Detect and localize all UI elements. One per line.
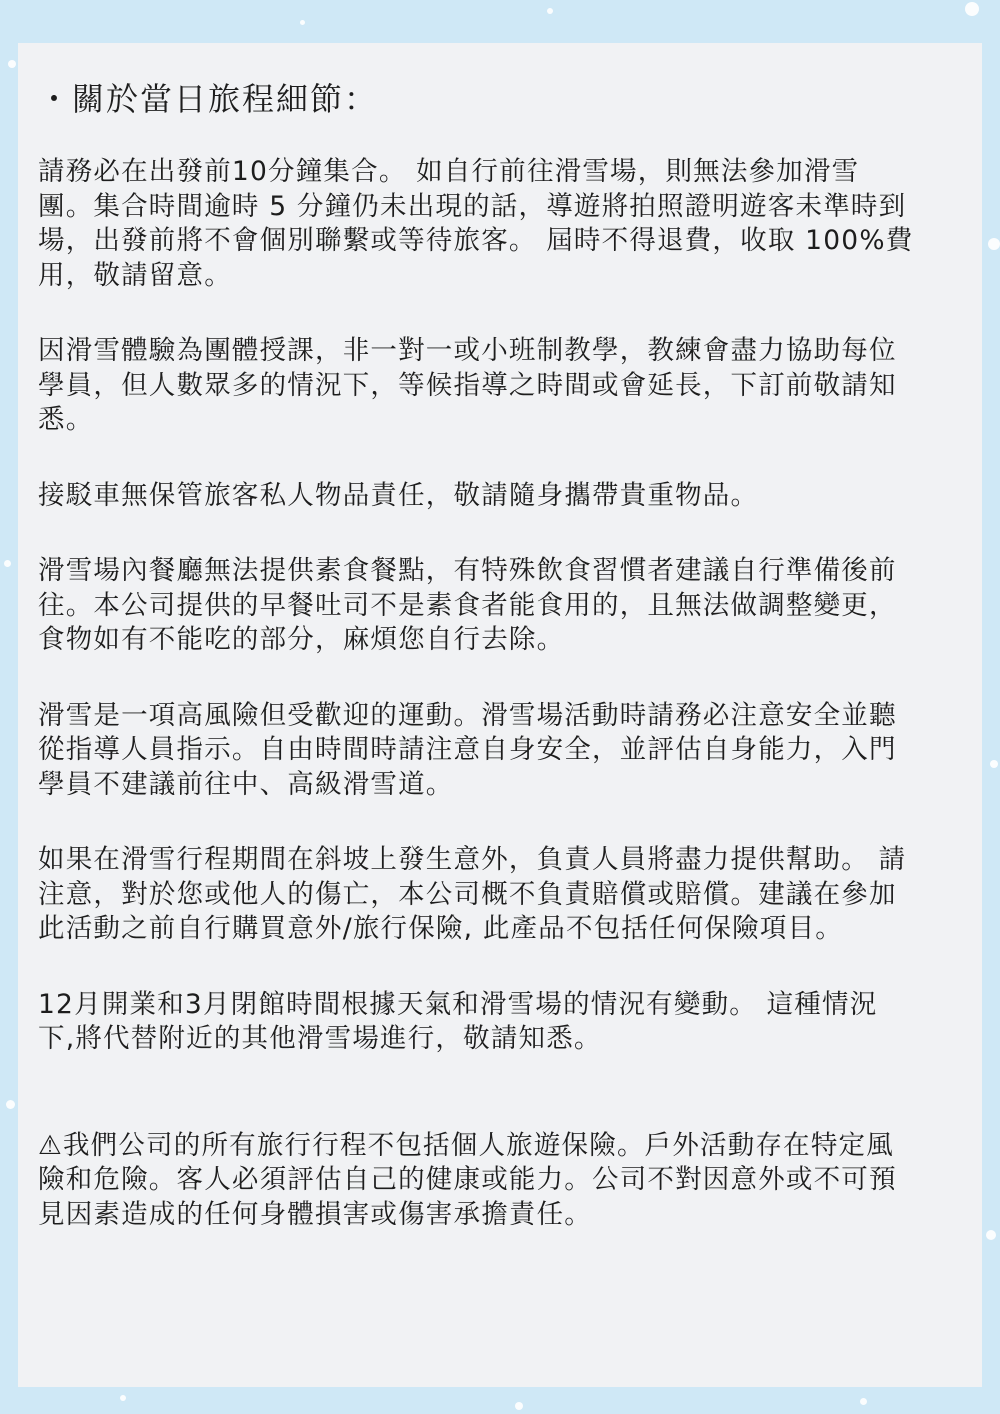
paragraph-ski-safety: 滑雪是一項高風險但受歡迎的運動。滑雪場活動時請務必注意安全並聽 從指導人員指示。自由時間時請注意自身安全，並評估自身能力，入門 學員不建議前往中、高級滑雪道。 bbox=[38, 699, 897, 800]
warning-disclaimer: ⚠我們公司的所有旅行行程不包括個人旅遊保險。戶外活動存在特定風 險和危險。客人必須評估自己的健康或能力。公司不對因意外或不可預 見因素造成的任何身體損害或傷害承擔責任。 bbox=[38, 1129, 897, 1230]
paragraph-shuttle-belongings: 接駁車無保管旅客私人物品責任，敬請隨身攜帶貴重物品。 bbox=[38, 479, 759, 511]
paragraph-vegetarian-meals: 滑雪場內餐廳無法提供素食餐點，有特殊飲食習慣者建議自行準備後前 往。本公司提供的早餐吐司不是素食者能食用的，且無法做調整變更， 食物如有不能吃的部分，麻煩您自行去除。 bbox=[38, 555, 897, 655]
notice-card bbox=[18, 43, 982, 1387]
paragraph-assembly-time: 請務必在出發前10分鐘集合。 如自行前往滑雪場，則無法參加滑雪 團。集合時間逾時 5 分鐘仍未出現的話，導遊將拍照證明遊客未準時到 場，出發前將不會個別聯繫或等待旅客。 屆時不得退費，收取 100%費 用，敬請留意。 bbox=[38, 156, 914, 291]
paragraph-group-lesson: 因滑雪體驗為團體授課，非一對一或小班制教學，教練會盡力協助每位 學員，但人數眾多的情況下，等候指導之時間或會延長，下訂前敬請知 悉。 bbox=[38, 335, 897, 435]
paragraph-accident-insurance: 如果在滑雪行程期間在斜坡上發生意外，負責人員將盡力提供幫助。 請 注意，對於您或他人的傷亡，本公司概不負責賠償或賠償。建議在參加 此活動之前自行購買意外/旅行保險, 此產品不包括任何保險項目。 bbox=[38, 844, 907, 944]
paragraph-opening-dates: 12月開業和3月閉館時間根據天氣和滑雪場的情況有變動。 這種情況 下,將代替附近的其他滑雪場進行，敬請知悉。 bbox=[38, 988, 878, 1054]
section-heading: ・關於當日旅程細節： bbox=[38, 80, 379, 118]
